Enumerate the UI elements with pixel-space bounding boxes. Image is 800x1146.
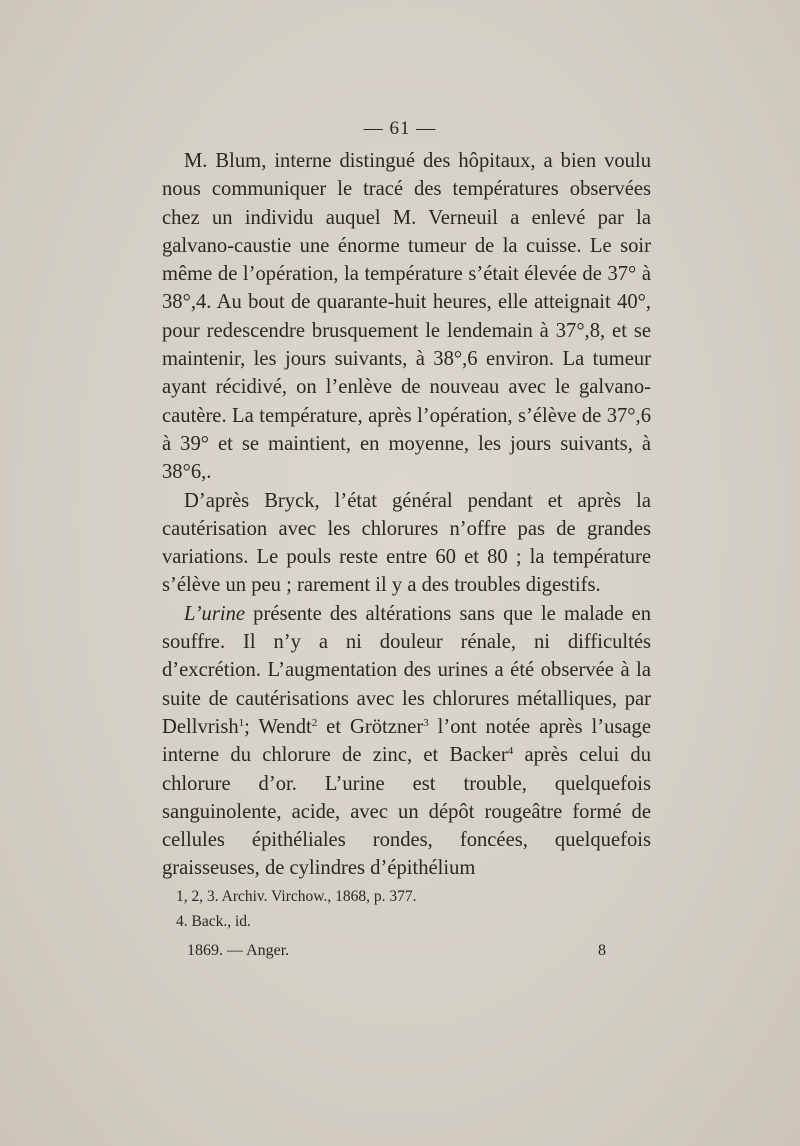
footnote-ref: 4 (507, 745, 514, 758)
text-run: l’ont notée après l’usage interne du chlorure de zinc, et Backer (162, 715, 651, 767)
footnotes (176, 884, 646, 934)
body-text (162, 147, 651, 883)
paragraph-3 (162, 600, 651, 883)
printer-signature: 1869. — Anger. (187, 942, 290, 959)
text-run: ; Wendt (244, 715, 312, 738)
footnote-ref: 1 (238, 716, 245, 729)
text-run: présente des altérations sans que le malade en souffre. Il n’y a ni douleur rénale, ni difficultés d’excrétion. L’augmentation des urines a été observée à la suite de cautérisations avec les chlorures métalliques, par Dellvrish (162, 602, 651, 738)
footnote-ref: 2 (311, 716, 318, 729)
italic-term: L’urine (184, 602, 246, 625)
footnote-2: 4. Back., id. (176, 913, 251, 930)
footnote-1: 1, 2, 3. Archiv. Virchow., 1868, p. 377. (176, 888, 417, 905)
text-run: après celui du chlorure d’or. L’urine est trouble, quelquefois sanguinolente, acide, avec un dépôt rougeâtre formé de cellules épithéliales rondes, foncées, quelquefois graisseuses, de cylindres d’épithélium (162, 744, 651, 880)
page-number: — 61 — (363, 118, 437, 139)
paragraph-2: D’après Bryck, l’état général pendant et après la cautérisation avec les chlorures n’offre pas de grandes variations. Le pouls reste entre 60 et 80 ; la température s’élève un peu ; rarement il y a des troubles digestifs. (162, 489, 651, 597)
footnote-ref: 3 (423, 716, 429, 729)
sheet-signature: 8 (598, 942, 606, 959)
text-run: et Grötzner (317, 715, 424, 738)
paragraph-1: M. Blum, interne distingué des hôpitaux, a bien voulu nous communiquer le tracé des températures observées chez un individu auquel M. Verneuil a enlevé par la galvano-caustie une énorme tumeur de la cuisse. Le soir même de l’opération, la température s’était élevée de 37° à 38°,4. Au bout de quarante-huit heures, elle atteignait 40°, pour redescendre brusquement le lendemain à 37°,8, et se maintenir, les jours suivants, à 38°,6 environ. La tumeur ayant récidivé, on l’enlève de nouveau avec le galvano-cautère. La température, après l’opération, s’élève de 37°,6 à 39° et se maintient, en moyenne, les jours suivants, à 38°6,. (162, 150, 651, 484)
